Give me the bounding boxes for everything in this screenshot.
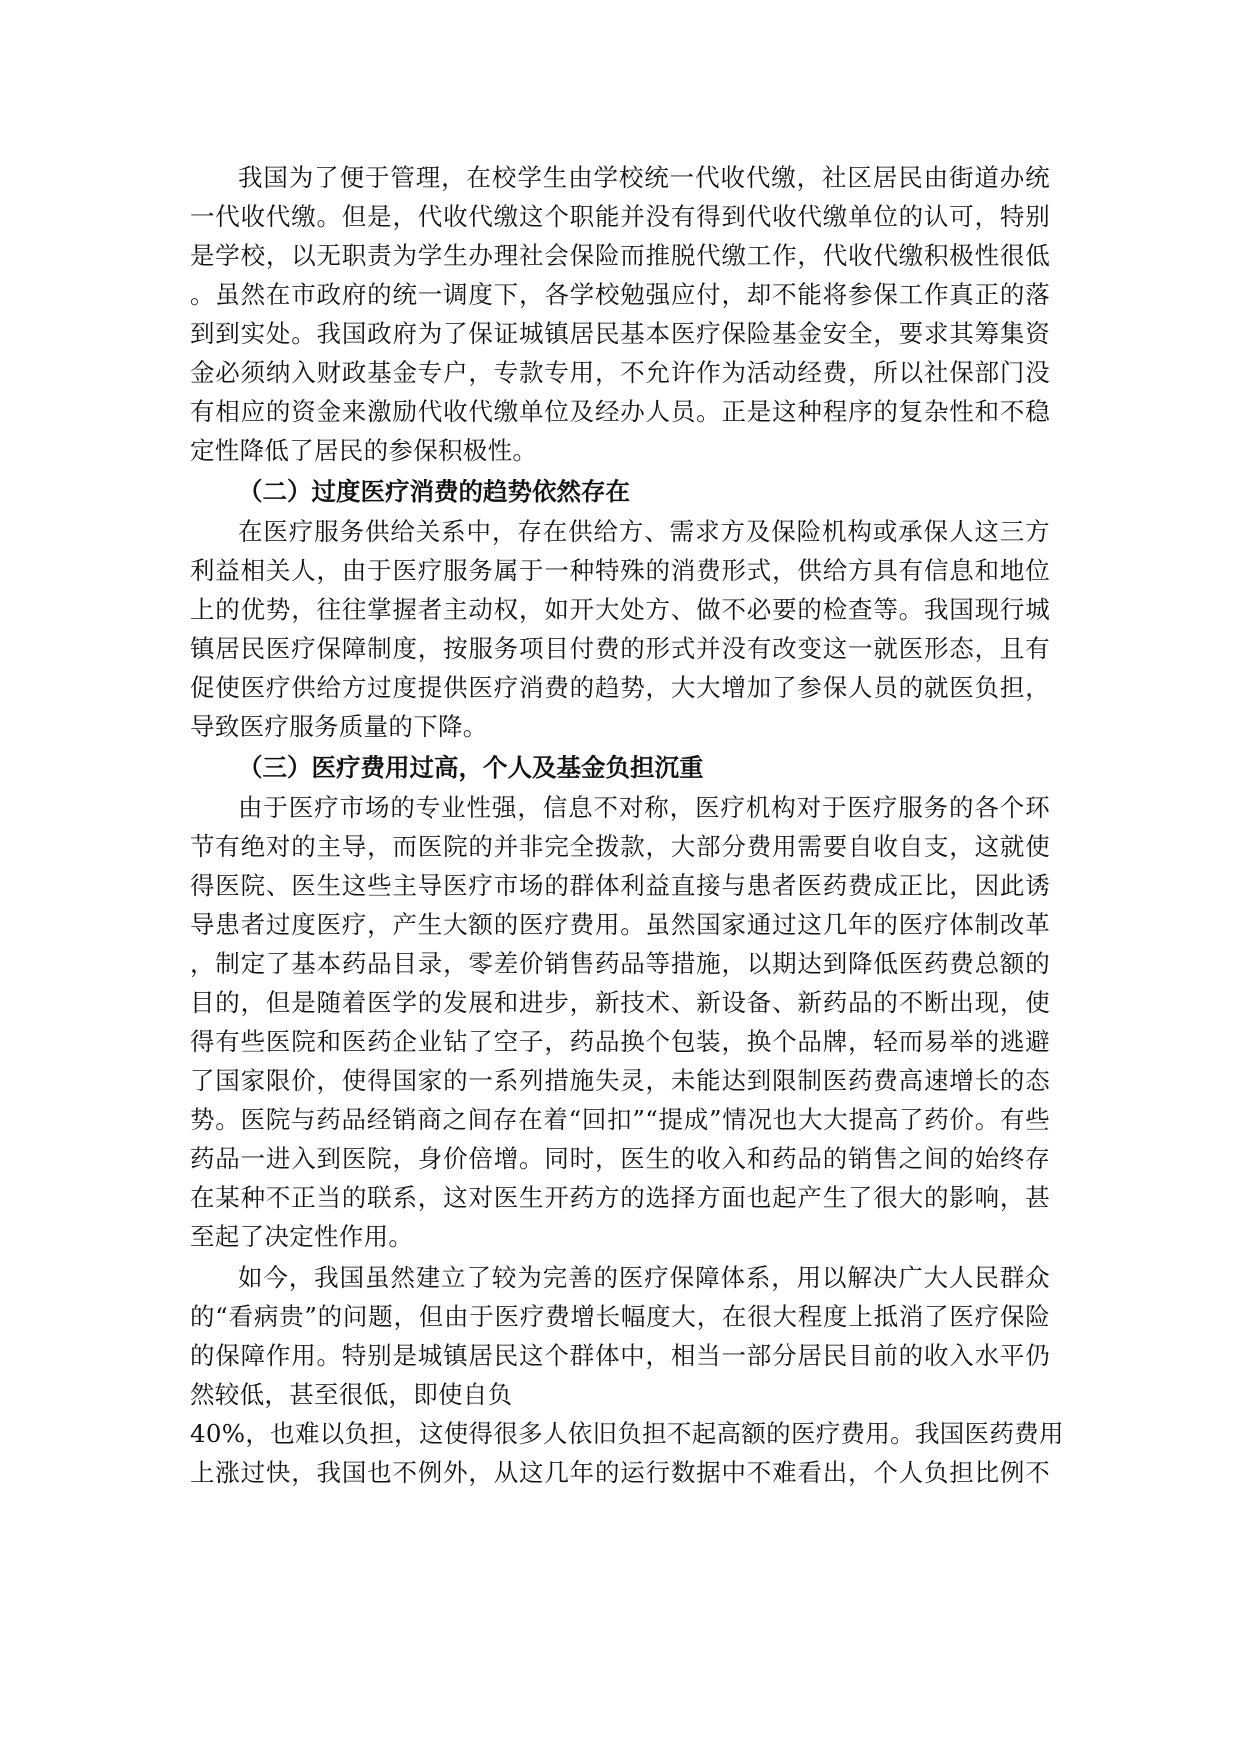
text-line: 势。医院与药品经销商之间存在着“回扣”“提成”情况也大大提高了药价。有些 (190, 1105, 1050, 1134)
text-line: 上涨过快，我国也不例外，从这几年的运行数据中不难看出，个人负担比例不 (190, 1458, 1050, 1487)
text-line: 是学校，以无职责为学生办理社会保险而推脱代缴工作，代收代缴积极性很低 (190, 241, 1050, 270)
paragraph-cost-burden (190, 1414, 1064, 1492)
section-heading-2: （二）过度医疗消费的趋势依然存在 (238, 477, 630, 506)
text-line: 药品一进入到医院，身价倍增。同时，医生的收入和药品的销售之间的始终存 (190, 1144, 1050, 1173)
text-line: 在某种不正当的联系，这对医生开药方的选择方面也起产生了很大的影响，甚 (190, 1183, 1050, 1212)
text-line: 导患者过度医疗，产生大额的医疗费用。虽然国家通过这几年的医疗体制改革 (190, 910, 1050, 939)
paragraph-over-consumption (190, 512, 1050, 746)
text-line: 了国家限价，使得国家的一系列措施失灵，未能达到限制医药费高速增长的态 (190, 1066, 1050, 1095)
text-line: 利益相关人，由于医疗服务属于一种特殊的消费形式，供给方具有信息和地位 (190, 556, 1050, 585)
text-line: 至起了决定性作用。 (190, 1222, 414, 1251)
text-line: 然较低，甚至很低，即使自负 (190, 1380, 513, 1409)
paragraph-medical-security (190, 1258, 1050, 1414)
text-line: 到到实处。我国政府为了保证城镇居民基本医疗保险基金安全，要求其筹集资 (190, 319, 1050, 348)
text-line: 促使医疗供给方过度提供医疗消费的趋势，大大增加了参保人员的就医负担， (190, 673, 1050, 702)
paragraph-high-costs (190, 788, 1050, 1256)
text-line: 金必须纳入财政基金专户，专款专用，不允许作为活动经费，所以社保部门没 (190, 358, 1050, 387)
text-line: 。虽然在市政府的统一调度下，各学校勉强应付，却不能将参保工作真正的落 (190, 280, 1050, 309)
text-line: 导致医疗服务质量的下降。 (190, 712, 488, 741)
text-line: 由于医疗市场的专业性强，信息不对称，医疗机构对于医疗服务的各个环 (238, 793, 1050, 822)
text-line: 如今，我国虽然建立了较为完善的医疗保障体系，用以解决广大人民群众 (238, 1263, 1050, 1292)
text-line: 40%，也难以负担，这使得很多人依旧负担不起高额的医疗费用。我国医药费用 (190, 1419, 1064, 1448)
text-line: 定性降低了居民的参保积极性。 (190, 436, 538, 465)
text-line: 节有绝对的主导，而医院的并非完全拨款，大部分费用需要自收自支，这就使 (190, 832, 1050, 861)
text-line: 有相应的资金来激励代收代缴单位及经办人员。正是这种程序的复杂性和不稳 (190, 397, 1050, 426)
paragraph-collection-issues (190, 158, 1050, 470)
text-line: 目的，但是随着医学的发展和进步，新技术、新设备、新药品的不断出现，使 (190, 988, 1050, 1017)
text-line: 的“看病贵”的问题，但由于医疗费增长幅度大，在很大程度上抵消了医疗保险 (190, 1302, 1050, 1331)
body-text (190, 158, 1064, 1492)
text-line: 在医疗服务供给关系中，存在供给方、需求方及保险机构或承保人这三方 (238, 517, 1050, 546)
text-line: 一代收代缴。但是，代收代缴这个职能并没有得到代收代缴单位的认可，特别 (190, 202, 1050, 231)
text-line: 上的优势，往往掌握者主动权，如开大处方、做不必要的检查等。我国现行城 (190, 595, 1050, 624)
text-line: 得有些医院和医药企业钻了空子，药品换个包装，换个品牌，轻而易举的逃避 (190, 1027, 1050, 1056)
section-heading-3: （三）医疗费用过高，个人及基金负担沉重 (238, 753, 704, 782)
text-line: ，制定了基本药品目录，零差价销售药品等措施，以期达到降低医药费总额的 (190, 949, 1050, 978)
text-line: 得医院、医生这些主导医疗市场的群体利益直接与患者医药费成正比，因此诱 (190, 871, 1050, 900)
text-line: 镇居民医疗保障制度，按服务项目付费的形式并没有改变这一就医形态，且有 (190, 634, 1050, 663)
text-line: 的保障作用。特别是城镇居民这个群体中，相当一部分居民目前的收入水平仍 (190, 1341, 1050, 1370)
text-line: 我国为了便于管理，在校学生由学校统一代收代缴，社区居民由街道办统 (238, 163, 1050, 192)
